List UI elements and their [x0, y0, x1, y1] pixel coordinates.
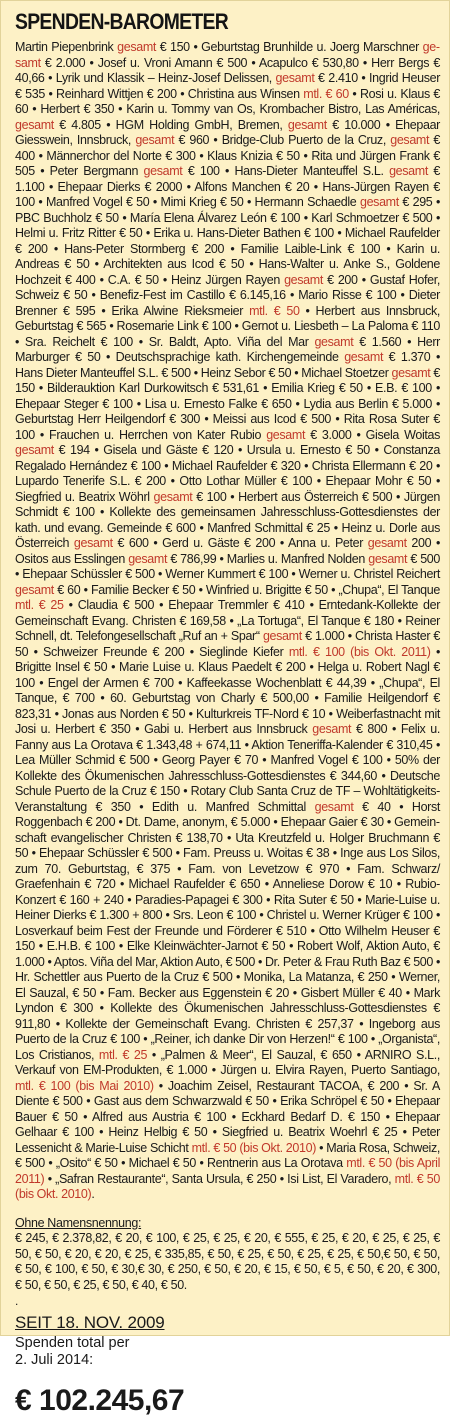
highlight-term: mtl. € 50 (bis Okt. 2010)	[15, 1171, 440, 1201]
anonymous-donations	[15, 1216, 440, 1294]
total-label-line2: 2. Juli 2014:	[15, 1352, 94, 1368]
highlight-term: gesamt	[128, 551, 168, 566]
highlight-term: gesamt	[275, 71, 315, 85]
since-date: SEIT 18. NOV. 2009	[15, 1313, 165, 1332]
headline: SPENDEN-BAROMETER	[15, 9, 228, 34]
donation-text: • Rosi u. Klaus € 60 • Herbert € 350 • Karin u. Tommy van Os, Krombacher Bistro, Las Américas,	[15, 86, 440, 116]
donation-text: .	[91, 1187, 95, 1201]
donation-text: • Herbert aus Innsbruck, Geburtstag € 565 • Rosemarie Link € 100 • Gernot u. Liesbeth – La Paloma € 110 • Sra. Reichelt € 100 • Sr. Baldt, Apto. Viña del Mar	[15, 303, 440, 349]
highlight-term: gesamt	[344, 350, 384, 364]
highlight-term: mtl. € 100 (bis Okt. 2011)	[288, 644, 431, 659]
highlight-term: gesamt	[287, 117, 327, 132]
donation-text: € 150 • Geburtstag Brunhilde u. Joerg Marschner	[156, 40, 423, 54]
highlight-term: mtl. € 25	[15, 598, 64, 612]
highlight-term: mtl. € 50 (bis Okt. 2010)	[191, 1140, 317, 1155]
highlight-term: gesamt	[15, 582, 54, 597]
donation-text: € 1.100 • Ehepaar Dierks € 2000 • Alfons Manchen € 20 • Hans-Jürgen Rayen € 100 • Manfred Vogel € 50 • Mimi Krieg € 50 • Hermann Schaedle	[15, 164, 440, 209]
highlight-term: gesamt	[359, 195, 399, 209]
highlight-term: gesamt	[367, 536, 407, 550]
donation-text: € 3.000 • Gisela Woitas	[305, 427, 440, 442]
donation-text: 200 • Ositos aus Esslingen	[15, 536, 440, 566]
total-block	[15, 1313, 440, 1418]
highlight-term: gesamt	[314, 799, 354, 814]
highlight-term: mtl. € 60	[303, 86, 349, 101]
anonymous-values: € 245, € 2.378,82, € 20, € 100, € 25, € 25, € 20, € 555, € 25, € 20, € 25, € 25, € 50, € 50, € 20, € 20, € 25, € 335,85, € 50, € 25, € 50, € 25, € 25, € 50,€ 50, € 50, € 50, € 100, € 50, € 30,€ 30, € 250, € 50, € 20, € 15, € 50, € 5, € 50, € 20, € 300, € 50, € 50, € 25, € 50, € 40, € 50.	[15, 1231, 440, 1292]
highlight-term: gesamt	[15, 443, 54, 457]
highlight-term: gesamt	[266, 427, 306, 442]
donation-text: € 600 • Gerd u. Gäste € 200 • Anna u. Peter	[112, 536, 368, 550]
donation-text: € 10.000 • Ehepaar Giesswein, Innsbruck,	[15, 117, 440, 147]
donation-text: € 500 • Ehepaar Schüssler € 500 • Werner Kummert € 100 • Werner u. Christel Reichert	[15, 551, 441, 581]
donation-text: € 295 • PBC Buchholz € 50 • María Elena Álvarez León € 100 • Karl Schmoetzer € 500 • Helmi u. Fritz Ritter € 50 • Erika u. Hans-Dieter Bathen € 100 • Michael Raufelder € 200 • Hans-Peter Stormberg € 200 • Familie Laible-Link € 100 • Karin u. Andreas € 50 • Architekten aus Icod € 50 • Hans-Walter u. Anke S., Goldene Hochzeit € 400 • C.A. € 50 • Heinz Jürgen Rayen	[15, 195, 440, 287]
donation-text: € 60 • Familie Becker € 50 • Winfried u. Brigitte € 50 • „Chupa“, El Tanque	[53, 582, 440, 597]
highlight-term: gesamt	[135, 133, 175, 147]
highlight-term: mtl. € 50 (bis April 2011)	[15, 1156, 440, 1186]
highlight-term: gesamt	[390, 133, 430, 147]
donation-text: € 400 • Männerchor del Norte € 300 • Klaus Knizia € 50 • Rita und Jürgen Frank € 505 • Peter Bergmann	[15, 133, 440, 178]
highlight-term: mtl. € 25	[98, 1047, 148, 1062]
highlight-term: gesamt	[117, 40, 157, 54]
highlight-term: gesamt	[143, 164, 183, 178]
highlight-term: gesamt	[368, 551, 408, 566]
donation-text: € 1.370 • Hans Dieter Manteuffel S.L. € 500 • Heinz Sebor € 50 • Michael Stoetzer	[15, 350, 440, 380]
donation-text: • Maria Rosa, Schweiz, € 500 • „Osito“ € 50 • Michael € 50 • Rentnerin aus La Orotava	[15, 1140, 440, 1170]
donation-text: € 786,99 • Marlies u. Manfred Nolden	[167, 551, 369, 566]
highlight-term: gesamt	[312, 722, 352, 736]
donation-text: € 200 • Gustaf Hofer, Schweiz € 50 • Benefiz-Fest im Castillo € 6.145,16 • Mario Risse € 100 • Dieter Brenner € 595 • Erika Alwine Rieksmeier	[15, 272, 441, 318]
highlight-term: gesamt	[284, 272, 323, 287]
donation-text: € 100 • Hans-Dieter Manteuffel S.L.	[182, 164, 390, 178]
donation-text: • „Safran Restaurante“, Santa Ursula, € 250 • Isi List, El Varadero,	[44, 1171, 395, 1186]
donation-list	[15, 40, 440, 1203]
trailing-mark: .	[15, 1294, 19, 1308]
donation-text: € 2.410 • Ingrid Heuser € 535 • Reinhard Wittjen € 200 • Christina aus Winsen	[15, 71, 441, 101]
donation-text: • Joachim Zeisel, Restaurant TACOA, € 200 • Sr. A Diente € 500 • Gast aus dem Schwarzwald € 50 • Erika Schröpel € 50 • Ehepaar Bauer € 50 • Alfred aus Austria € 100 • Eckhard Bedarf D. € 150 • Ehepaar Gelhaar € 100 • Heinz Helbig € 50 • Siegfried u. Beatrix Woehrl € 25 • Peter Lessenicht & Marie-Luise Schicht	[15, 1078, 440, 1155]
donation-text: Martin Piepenbrink	[15, 40, 118, 54]
highlight-term: gesamt	[389, 164, 428, 178]
donation-text: € 1.000 • Christa Haster € 50 • Schweizer Freunde € 200 • Sieglinde Kiefer	[15, 629, 440, 659]
donation-text: • Brigitte Insel € 50 • Marie Luise u. Klaus Paedelt € 200 • Helga u. Robert Nagl € 100 • Engel der Armen € 700 • Kaffeekasse Wochenblatt € 44,39 • „Chupa“, El Tanque, € 700 • 60. Geburtstag von Charly € 500,00 • Familie Heilgendorf € 823,31 • Jonas aus Norden € 50 • Kulturkreis TF-Nord € 10 • Weiberfastnacht mit Josi u. Herbert € 350 • Gabi u. Herbert aus Innsbruck	[15, 644, 440, 736]
donation-text: € 194 • Gisela und Gäste € 120 • Ursula u. Ernesto € 50 • Constanza Regalado Hernández € 100 • Michael Raufelder € 320 • Christa Ellermann € 20 • Lupardo Tenerife S.L. € 200 • Otto Lothar Müller € 100 • Ehepaar Mohr € 50 • Siegfried u. Beatrix Wöhrl	[15, 443, 440, 504]
donation-text: • Claudia € 500 • Ehepaar Tremmler € 410 • Erntedank-Kollekte der Gemeinschaft Evang. Christen € 169,58 • „La Tortuga“, El Tanque € 180 • Reiner Schnell, dt. Telefongesellschaft „Ruf an + Spar“	[15, 598, 441, 643]
highlight-term: gesamt	[391, 365, 431, 380]
total-label-line1: Spenden total per	[15, 1335, 130, 1351]
donation-text: € 1.560 • Herr Marburger € 50 • Deutschsprachige kath. Kirchengemeinde	[15, 334, 440, 364]
donation-text: € 100 • Herbert aus Österreich € 500 • Jürgen Schmidt € 100 • Kollekte des gemeinsamen Jahresschluss-Gottesdienstes der kath. und evang. Gemeinde € 600 • Manfred Schmittal € 25 • Heinz u. Dorle aus Österreich	[15, 489, 440, 550]
donation-text: € 4.805 • HGM Holding GmbH, Bremen,	[53, 117, 288, 132]
highlight-term: gesamt	[15, 117, 54, 132]
highlight-term: gesamt	[262, 629, 302, 643]
highlight-term: gesamt	[314, 334, 354, 349]
highlight-term: gesamt	[15, 40, 441, 70]
total-amount: € 102.245,67	[15, 1384, 185, 1417]
donation-text: € 960 • Bridge-Club Puerto de la Cruz,	[174, 133, 391, 147]
highlight-term: gesamt	[73, 536, 113, 550]
donation-text: € 2.000 • Josef u. Vroni Amann € 500 • Acapulco € 530,80 • Herr Bergs € 40,66 • Lyrik und Klassik – Heinz-Josef Delissen,	[15, 55, 440, 85]
anonymous-heading: Ohne Namensnennung:	[15, 1215, 142, 1230]
highlight-term: mtl. € 100 (bis Mai 2010)	[15, 1078, 154, 1093]
donation-text: € 800 • Felix u. Fanny aus La Orotava € 1.343,48 + 674,11 • Aktion Teneriffa-Kalender € 310,45 • Lea Müller Schmid € 500 • Georg Payer € 70 • Manfred Vogel € 100 • 50% der Kollekte des Ökumenischen Jahresschluss-Gottesdienstes € 344,60 • Deutsche Schule Puerto de la Cruz € 150 • Rotary Club Santa Cruz de TF – Wohltätigkeits-Veranstaltung € 350 • Edith u. Manfred Schmittal	[15, 722, 440, 814]
highlight-term: mtl. € 50	[249, 303, 300, 318]
donation-text: € 40 • Horst Roggenbach € 200 • Dt. Dame, anonym, € 5.000 • Ehepaar Gaier € 30 • Gemeinschaft evangelischer Christen € 138,70 • Uta Kreutzfeld u. Holger Bruchmann € 50 • Ehepaar Schüssler € 500 • Fam. Preuss u. Woitas € 38 • Inge aus Los Silos, zum 70. Geburtstag, € 375 • Fam. von Levetzow € 970 • Fam. Schwarz/ Graefenhain € 720 • Michael Raufelder € 650 • Anneliese Dorow € 10 • Rubio-Konzert € 160 + 240 • Paradies-Papagei € 300 • Rita Suter € 50 • Marie-Luise u. Heiner Dierks € 1.300 + 800 • Srs. Leon € 100 • Christel u. Werner Krüger € 100 • Losverkauf beim Fest der Freunde und Förderer € 510 • Otto Wilhelm Heuser € 150 • E.H.B. € 100 • Elke Kleinwächter-Jarnot € 50 • Robert Wolf, Aktion Auto, € 1.000 • Aptos. Viña del Mar, Aktion Auto, € 500 • Dr. Peter & Frau Ruth Baz € 500 • Hr. Schettler aus Puerto de la Cruz € 500 • Monika, La Matanza, € 250 • Werner, El Sauzal, € 50 • Fam. Becker aus Eggenstein € 20 • Gisbert Müller € 40 • Mark Lyndon € 300 • Kollekte des Ökumenischen Jahresschluss-Gottesdienstes € 911,80 • Kollekte der Gemeinschaft Evang. Christen € 257,37 • Ingeborg aus Puerto de la Cruz € 100 • „Reiner, ich danke Dir von Herzen!“ € 100 • „Organista“, Los Cristianos,	[15, 799, 441, 1062]
donation-text: • „Palmen & Meer“, El Sauzal, € 650 • ARNIRO S.L., Verkauf von EM-Produkten, € 1.000 • Jürgen u. Elvira Rayen, Puerto Santiago,	[15, 1047, 440, 1077]
highlight-term: gesamt	[153, 489, 193, 504]
donation-text: € 150 • Bilderauktion Karl Durkowitsch € 531,61 • Emilia Krieg € 50 • E.B. € 100 • Ehepaar Steger € 100 • Lisa u. Ernesto Falke € 650 • Lydia aus Berlin € 5.000 • Geburtstag Herr Heilgendorf € 300 • Meissi aus Icod € 500 • Rita Rosa Suter € 100 • Frauchen u. Herrchen von Kater Rubio	[15, 365, 440, 442]
